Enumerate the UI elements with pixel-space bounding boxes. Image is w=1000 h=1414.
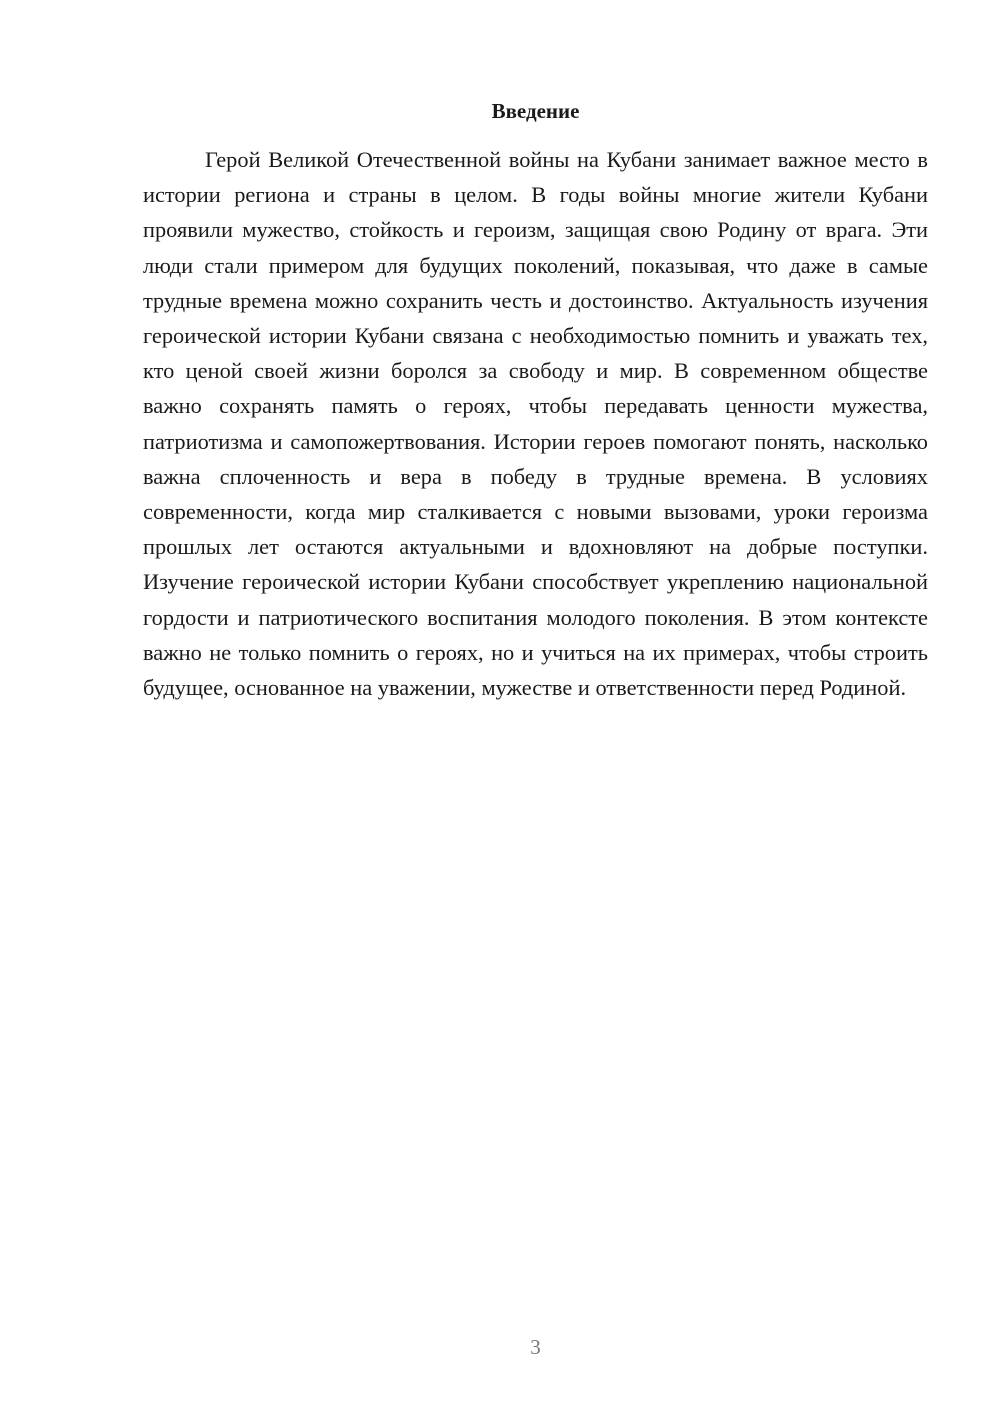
body-paragraph: Герой Великой Отечественной войны на Кубани занимает важное место в истории региона и страны в целом. В годы войны многие жители Кубани проявили мужество, стойкость и героизм, защищая свою Родину от врага. Эти люди стали примером для будущих поколений, показывая, что даже в самые трудные времена можно сохранить честь и достоинство. Актуальность изучения героической истории Кубани связана с необходимостью помнить и уважать тех, кто ценой своей жизни боролся за свободу и мир. В современном обществе важно сохранять память о героях, чтобы передавать ценности мужества, патриотизма и самопожертвования. Истории героев помогают понять, насколько важна сплоченность и вера в победу в трудные времена. В условиях современности, когда мир сталкивается с новыми вызовами, уроки героизма прошлых лет остаются актуальными и вдохновляют на добрые поступки. Изучение героической истории Кубани способствует укреплению национальной гордости и патриотического воспитания молодого поколения. В этом контексте важно не только помнить о героях, но и учиться на их примерах, чтобы строить будущее, основанное на уважении, мужестве и ответственности перед Родиной.	[143, 147, 928, 701]
page-number: 3	[530, 1335, 541, 1359]
page-title: Введение	[491, 99, 580, 123]
